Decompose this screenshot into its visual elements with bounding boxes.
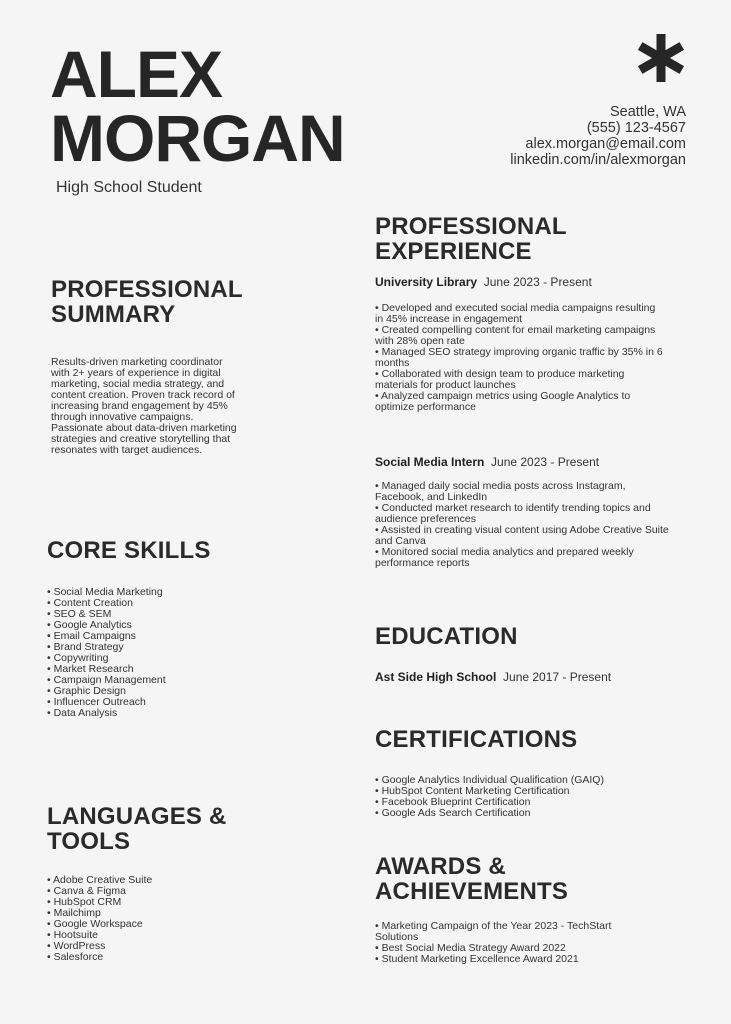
summary-heading	[51, 277, 243, 327]
list-item: • Google Analytics	[47, 619, 132, 631]
summary-line: increasing brand engagement by 45%	[51, 400, 228, 412]
list-item: • Data Analysis	[47, 707, 118, 719]
education-heading: EDUCATION	[375, 623, 518, 650]
list-item: • Google Workspace	[47, 918, 143, 930]
list-item: • Conducted market research to identify trending topics and audience preferences	[375, 502, 651, 525]
list-item: • Facebook Blueprint Certification	[375, 796, 531, 808]
list-item: • Google Ads Search Certification	[375, 807, 531, 819]
certifications-heading: CERTIFICATIONS	[375, 726, 578, 753]
job-1-header	[375, 275, 592, 289]
summary-line: Results-driven marketing coordinator	[51, 356, 223, 368]
job-1-bullets	[375, 303, 665, 413]
list-item: • Monitored social media analytics and prepared weekly performance reports	[375, 546, 634, 569]
contact-info	[510, 104, 686, 168]
languages-heading-line1: LANGUAGES &	[47, 803, 227, 830]
summary-line: Passionate about data-driven marketing	[51, 422, 237, 434]
skills-heading: CORE SKILLS	[47, 537, 211, 564]
list-item: • Developed and executed social media campaigns resulting in 45% increase in engagement	[375, 302, 656, 325]
list-item: • Google Analytics Individual Qualification (GAIQ)	[375, 774, 604, 786]
candidate-name	[50, 37, 345, 175]
list-item: • Campaign Management	[47, 674, 166, 686]
experience-heading	[375, 214, 567, 264]
summary-heading-line1: PROFESSIONAL	[51, 276, 243, 303]
languages-list	[47, 875, 152, 963]
contact-email: alex.morgan@email.com	[525, 136, 686, 152]
list-item: • Hootsuite	[47, 929, 98, 941]
list-item: • Marketing Campaign of the Year 2023 - TechStart Solutions	[375, 920, 612, 943]
list-item: • Social Media Marketing	[47, 586, 163, 598]
job-1-dates: June 2023 - Present	[483, 275, 592, 289]
summary-heading-line2: SUMMARY	[51, 301, 176, 328]
summary-line: through innovative campaigns.	[51, 411, 194, 423]
list-item: • Copywriting	[47, 652, 109, 664]
list-item: • Content Creation	[47, 597, 133, 609]
education-school: Ast Side High School	[375, 670, 497, 684]
summary-line: content creation. Proven track record of	[51, 389, 235, 401]
list-item: • Mailchimp	[47, 907, 101, 919]
summary-line: strategies and creative storytelling that	[51, 433, 231, 445]
job-2-header	[375, 455, 599, 469]
job-1-title: University Library	[375, 275, 478, 289]
list-item: • Collaborated with design team to produce marketing materials for product launches	[375, 368, 625, 391]
languages-heading-line2: TOOLS	[47, 828, 131, 855]
awards-list	[375, 921, 635, 965]
list-item: • Managed SEO strategy improving organic traffic by 35% in 6 months	[375, 346, 663, 369]
contact-phone: (555) 123-4567	[586, 120, 686, 136]
list-item: • Brand Strategy	[47, 641, 124, 653]
summary-line: marketing, social media strategy, and	[51, 378, 225, 390]
list-item: • Adobe Creative Suite	[47, 874, 153, 886]
awards-heading-line2: ACHIEVEMENTS	[375, 878, 569, 905]
skills-list	[47, 587, 166, 719]
awards-heading	[375, 854, 568, 904]
list-item: • Email Campaigns	[47, 630, 136, 642]
languages-heading	[47, 804, 227, 854]
summary-line: resonates with target audiences.	[51, 444, 203, 456]
experience-heading-line2: EXPERIENCE	[375, 238, 532, 265]
list-item: • Managed daily social media posts across Instagram, Facebook, and LinkedIn	[375, 480, 626, 503]
contact-linkedin: linkedin.com/in/alexmorgan	[510, 152, 686, 168]
asterisk-icon	[636, 33, 686, 83]
list-item: • WordPress	[47, 940, 106, 952]
list-item: • Best Social Media Strategy Award 2022	[375, 942, 566, 954]
list-item: • Market Research	[47, 663, 134, 675]
list-item: • Created compelling content for email marketing campaigns with 28% open rate	[375, 324, 656, 347]
list-item: • Salesforce	[47, 951, 104, 963]
list-item: • HubSpot CRM	[47, 896, 122, 908]
last-name: MORGAN	[50, 101, 345, 175]
summary-text	[51, 357, 251, 456]
list-item: • SEO & SEM	[47, 608, 112, 620]
education-dates: June 2017 - Present	[503, 670, 612, 684]
list-item: • Graphic Design	[47, 685, 126, 697]
education-entry	[375, 670, 611, 684]
contact-location: Seattle, WA	[609, 104, 686, 120]
summary-section	[51, 277, 243, 327]
job-2-dates: June 2023 - Present	[491, 455, 600, 469]
job-2-bullets	[375, 481, 670, 569]
job-2-title: Social Media Intern	[375, 455, 485, 469]
list-item: • Analyzed campaign metrics using Google Analytics to optimize performance	[375, 390, 631, 413]
summary-line: with 2+ years of experience in digital	[51, 367, 221, 379]
candidate-subtitle: High School Student	[56, 179, 202, 196]
awards-heading-line1: AWARDS &	[375, 853, 506, 880]
list-item: • Influencer Outreach	[47, 696, 146, 708]
experience-heading-line1: PROFESSIONAL	[375, 213, 567, 240]
certifications-list	[375, 775, 604, 819]
list-item: • Assisted in creating visual content using Adobe Creative Suite and Canva	[375, 524, 669, 547]
list-item: • Student Marketing Excellence Award 2021	[375, 953, 579, 965]
list-item: • HubSpot Content Marketing Certification	[375, 785, 570, 797]
first-name: ALEX	[50, 37, 223, 111]
list-item: • Canva & Figma	[47, 885, 126, 897]
